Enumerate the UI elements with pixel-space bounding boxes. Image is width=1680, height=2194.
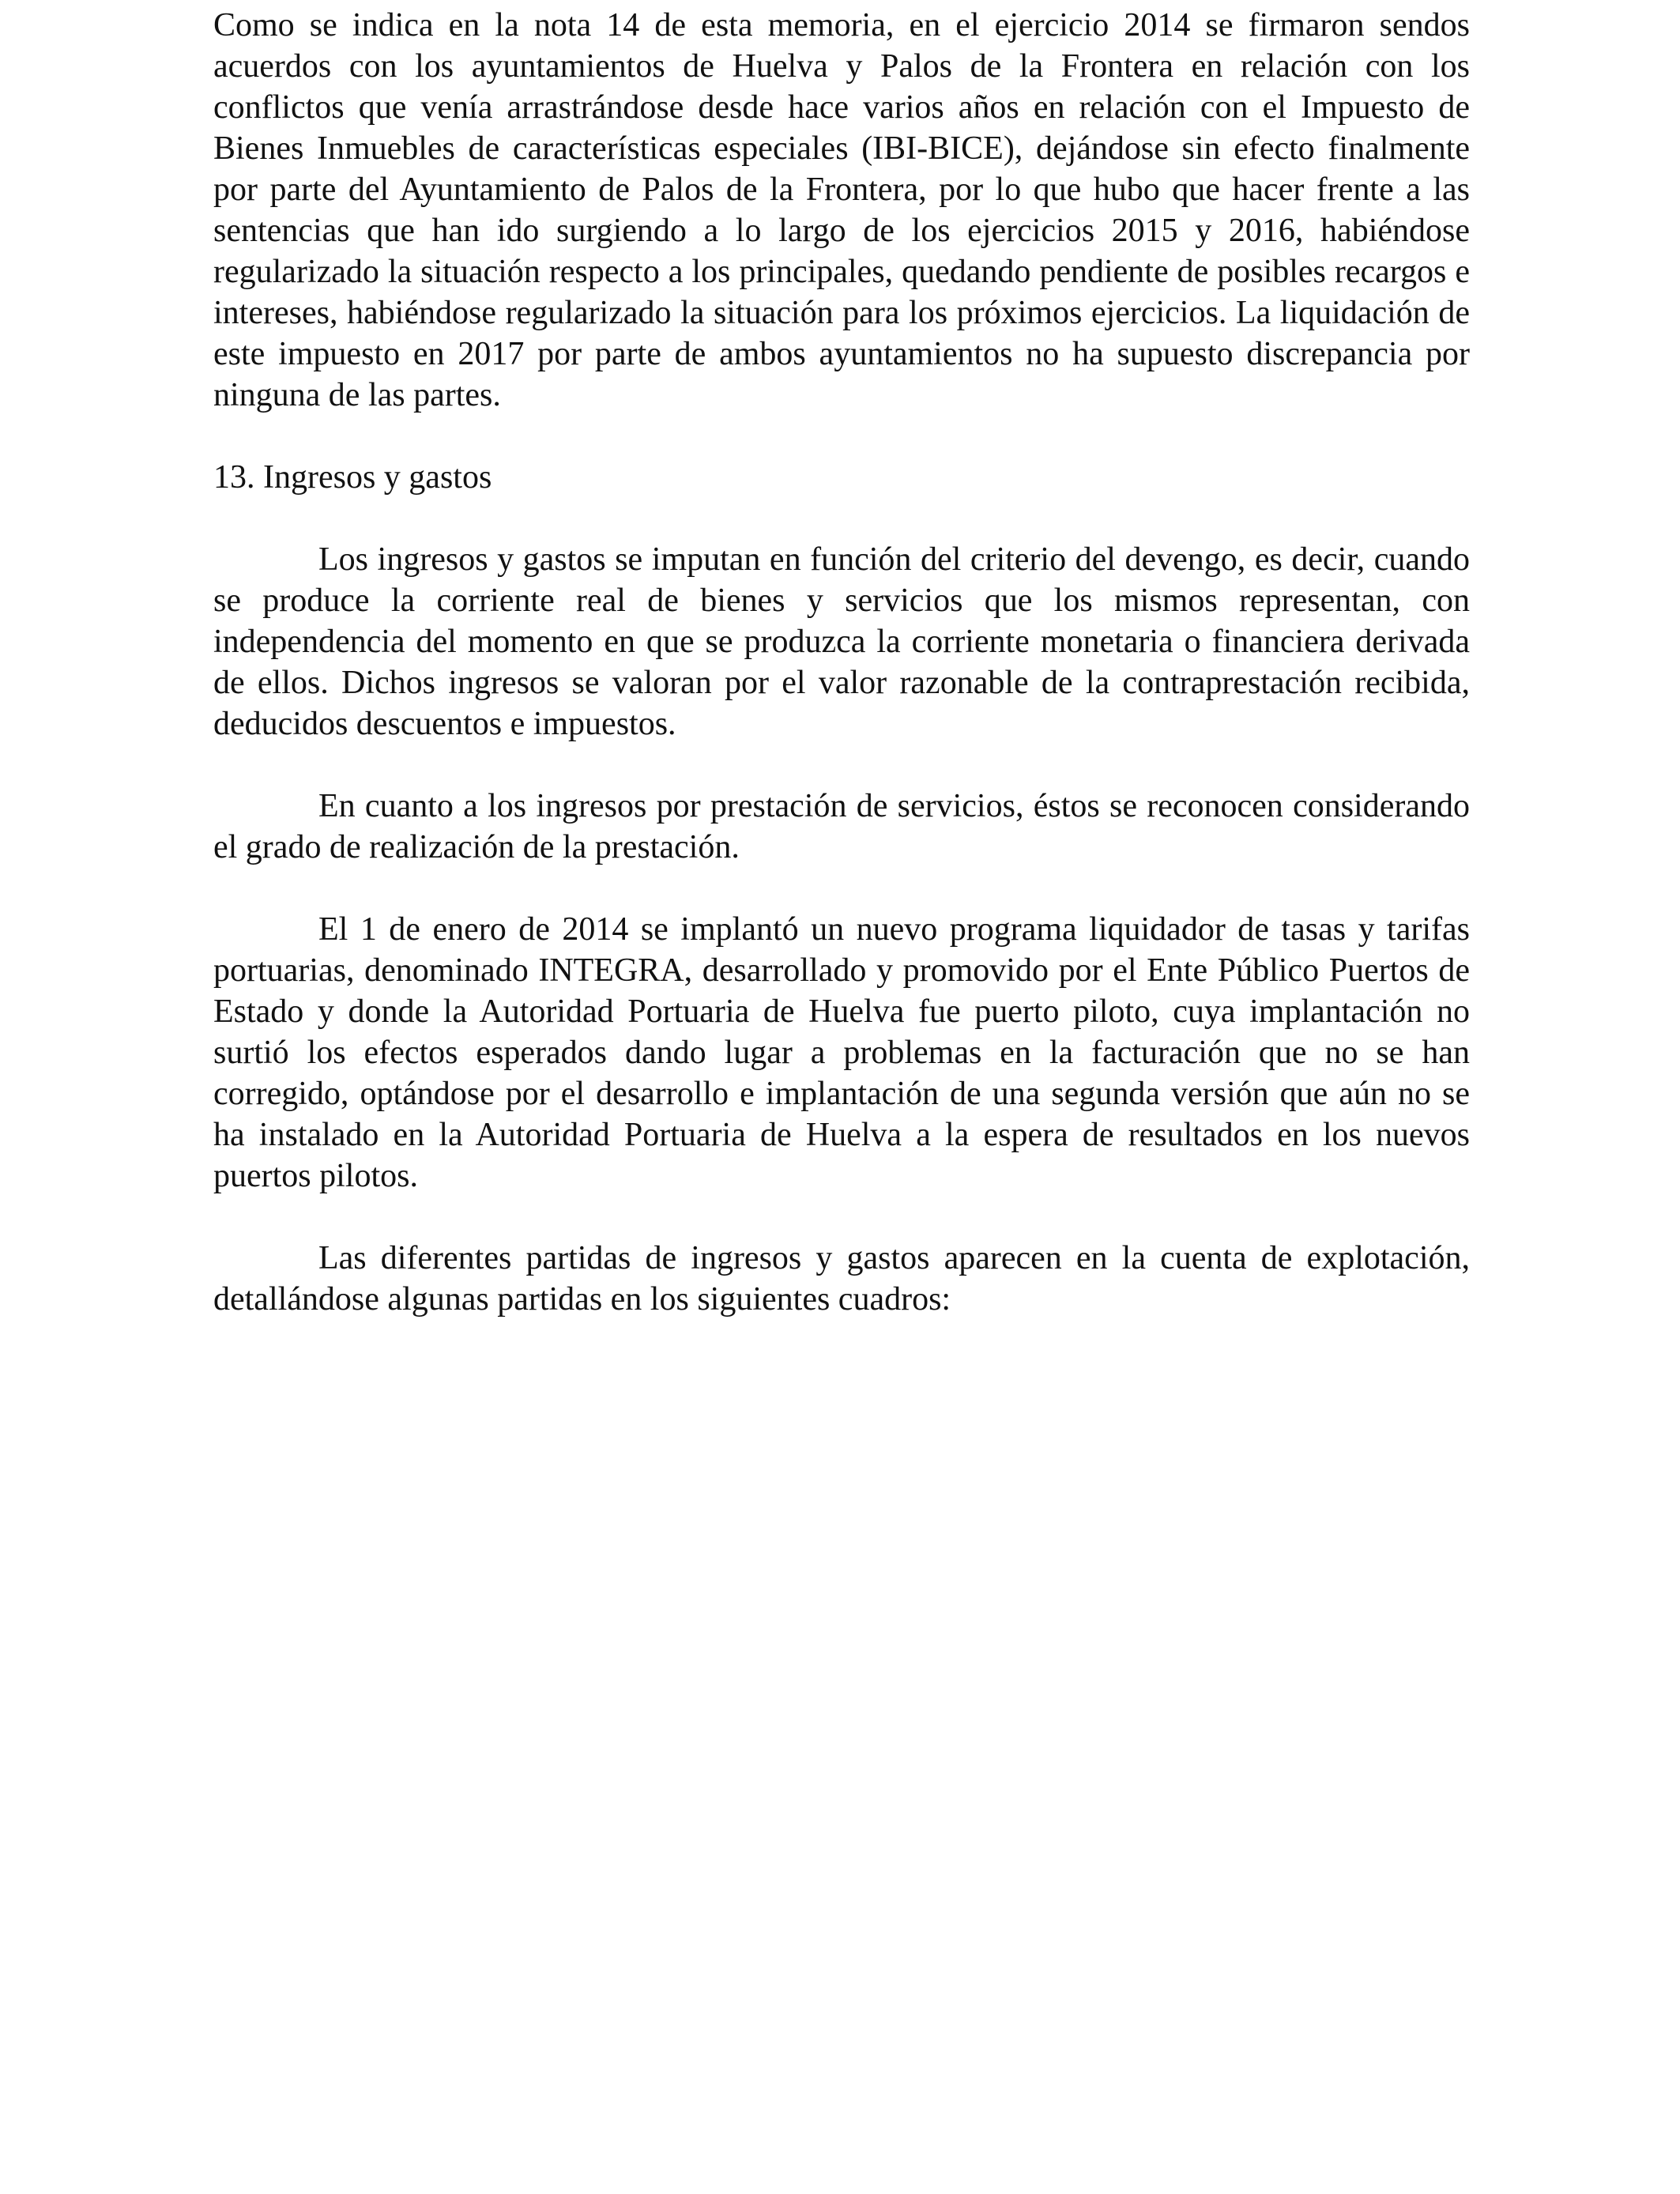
paragraph-integra: El 1 de enero de 2014 se implantó un nuevo programa liquidador de tasas y tarifas portuarias, denominado INTEGRA, desarrollado y promovido por el Ente Público Puertos de Estado y donde la Autoridad Portuaria de Huelva fue puerto piloto, cuya implantación no surtió los efectos esperados dando lugar a problemas en la facturación que no se han corregido, optándose por el desarrollo e implantación de una segunda versión que aún no se ha instalado en la Autoridad Portuaria de Huelva a la espera de resultados en los nuevos puertos pilotos. (213, 911, 1470, 1194)
paragraph-partidas: Las diferentes partidas de ingresos y gastos aparecen en la cuenta de explotación, detallándose algunas partidas en los siguientes cuadros: (213, 1240, 1470, 1318)
document-page (213, 5, 1470, 1320)
paragraph-ibi-bice: Como se indica en la nota 14 de esta memoria, en el ejercicio 2014 se firmaron sendos acuerdos con los ayuntamientos de Huelva y Palos de la Frontera en relación con los conflictos que venía arrastrándose desde hace varios años en relación con el Impuesto de Bienes Inmuebles de características especiales (IBI-BICE), dejándose sin efecto finalmente por parte del Ayuntamiento de Palos de la Frontera, por lo que hubo que hacer frente a las sentencias que han ido surgiendo a lo largo de los ejercicios 2015 y 2016, habiéndose regularizado la situación respecto a los principales, quedando pendiente de posibles recargos e intereses, habiéndose regularizado la situación para los próximos ejercicios. La liquidación de este impuesto en 2017 por parte de ambos ayuntamientos no ha supuesto discrepancia por ninguna de las partes. (213, 7, 1470, 413)
paragraph-devengo: Los ingresos y gastos se imputan en función del criterio del devengo, es decir, cuando se produce la corriente real de bienes y servicios que los mismos representan, con independencia del momento en que se produzca la corriente monetaria o financiera derivada de ellos. Dichos ingresos se valoran por el valor razonable de la contraprestación recibida, deducidos descuentos e impuestos. (213, 541, 1470, 742)
section-heading-ingresos-gastos: 13. Ingresos y gastos (213, 459, 492, 496)
paragraph-prestacion-servicios: En cuanto a los ingresos por prestación de servicios, éstos se reconocen considerando el grado de realización de la prestación. (213, 788, 1470, 865)
